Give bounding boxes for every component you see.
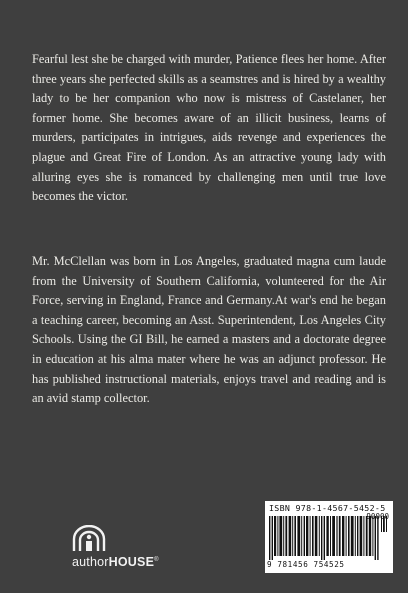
author-bio-text: Mr. McClellan was born in Los Angeles, graduated magna cum laude from the University of Southern California, volunteered for the Air Force, serving in England, France and Germany.At war's end he began a teaching career, becoming an Asst. Superintendent, Los Angeles City Schools. Using the GI Bill, he earned a masters and a doctorate degree in education at his alma mater where he was an adjunct professor. He has published instructional materials, enjoys travel and reading and is an avid stamp collector. (32, 254, 386, 406)
house-arch-icon (72, 525, 106, 555)
barcode-digits (267, 560, 345, 569)
synopsis-text: Fearful lest she be charged with murder, Patience flees her home. After three years she perfected skills as a seamstres and is hired by a wealthy lady to be her companion who now is mistress of Castelaner, her former home. She becomes aware of an illicit business, learns of murders, participates in intrigues, aids revenge and experiences the plague and Great Fire of London. As an attractive young lady with alluring eyes she is romanced by challenging men until true love becomes the victor. (32, 52, 386, 204)
page-edge (408, 0, 412, 593)
barcode-number: 9 781456 754525 (267, 560, 345, 569)
barcode-bars (269, 516, 389, 560)
trademark-symbol: ® (154, 556, 159, 563)
publisher-name-author: author (72, 555, 109, 569)
isbn-barcode (265, 501, 393, 573)
publisher-name (72, 555, 159, 569)
publisher-name-house: HOUSE (108, 555, 155, 569)
isbn-label: ISBN 978-1-4567-5452-5 (269, 503, 386, 513)
publisher-logo (72, 525, 172, 575)
price-code: 90000 (366, 512, 389, 521)
